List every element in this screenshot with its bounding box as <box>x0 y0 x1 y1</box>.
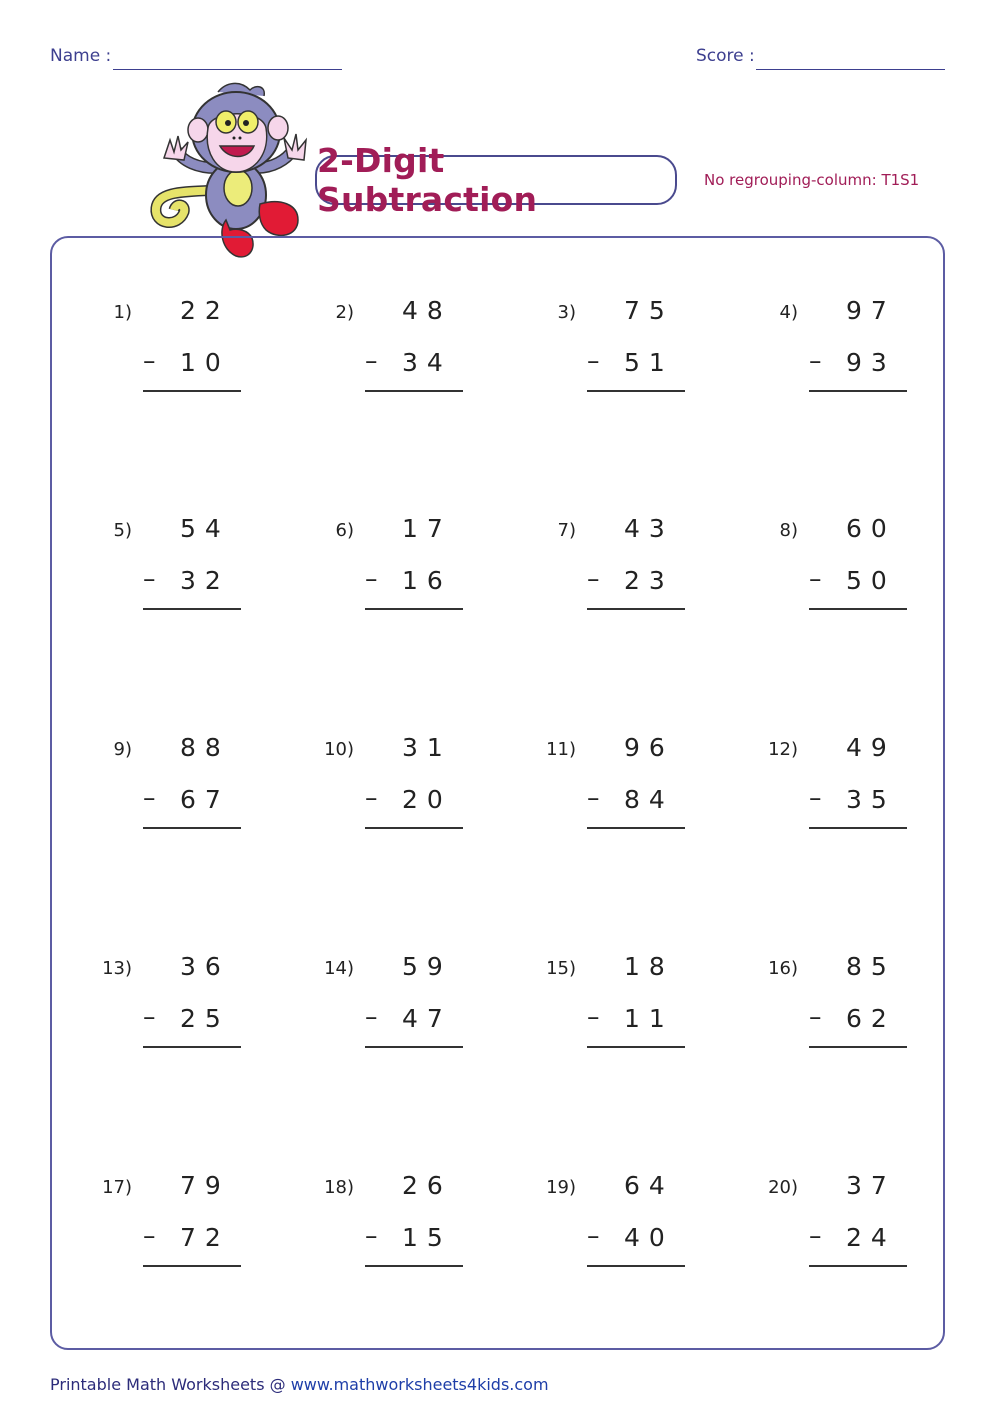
minuend: 43 <box>624 514 674 543</box>
problem-4 <box>746 290 906 390</box>
problem-1 <box>80 290 240 390</box>
minus-sign: – <box>587 1221 600 1250</box>
problem-number: 5) <box>113 520 132 541</box>
problem-13 <box>80 946 240 1046</box>
answer-line[interactable] <box>809 1265 907 1267</box>
problem-number: 19) <box>546 1177 576 1198</box>
answer-line[interactable] <box>365 1046 463 1048</box>
answer-line[interactable] <box>809 1046 907 1048</box>
answer-line[interactable] <box>365 827 463 829</box>
answer-line[interactable] <box>809 827 907 829</box>
answer-line[interactable] <box>143 608 241 610</box>
problem-14 <box>302 946 462 1046</box>
subtrahend: 40 <box>624 1223 674 1252</box>
problem-number: 11) <box>546 739 576 760</box>
minus-sign: – <box>143 783 156 812</box>
problem-number: 6) <box>335 520 354 541</box>
subtrahend: 72 <box>180 1223 230 1252</box>
problem-number: 12) <box>768 739 798 760</box>
minus-sign: – <box>809 564 822 593</box>
minus-sign: – <box>587 783 600 812</box>
answer-line[interactable] <box>809 608 907 610</box>
footer-link[interactable]: www.mathworksheets4kids.com <box>290 1375 549 1394</box>
subtrahend: 25 <box>180 1004 230 1033</box>
minuend: 49 <box>846 733 896 762</box>
problem-number: 4) <box>779 302 798 323</box>
subtrahend: 67 <box>180 785 230 814</box>
subtrahend: 47 <box>402 1004 452 1033</box>
minuend: 64 <box>624 1171 674 1200</box>
minus-sign: – <box>809 346 822 375</box>
minuend: 60 <box>846 514 896 543</box>
minuend: 36 <box>180 952 230 981</box>
minus-sign: – <box>143 1002 156 1031</box>
problem-18 <box>302 1165 462 1265</box>
minuend: 22 <box>180 296 230 325</box>
problem-6 <box>302 508 462 608</box>
minus-sign: – <box>143 346 156 375</box>
minuend: 96 <box>624 733 674 762</box>
worksheet-title: 2-Digit Subtraction <box>315 155 677 205</box>
problem-number: 3) <box>557 302 576 323</box>
subtrahend: 11 <box>624 1004 674 1033</box>
subtrahend: 20 <box>402 785 452 814</box>
subtrahend: 10 <box>180 348 230 377</box>
problem-number: 9) <box>113 739 132 760</box>
problem-number: 8) <box>779 520 798 541</box>
problem-5 <box>80 508 240 608</box>
problem-8 <box>746 508 906 608</box>
minuend: 79 <box>180 1171 230 1200</box>
minus-sign: – <box>809 783 822 812</box>
minus-sign: – <box>809 1221 822 1250</box>
problem-19 <box>524 1165 684 1265</box>
minus-sign: – <box>365 1221 378 1250</box>
subtrahend: 24 <box>846 1223 896 1252</box>
minuend: 17 <box>402 514 452 543</box>
subtrahend: 84 <box>624 785 674 814</box>
problem-number: 13) <box>102 958 132 979</box>
problem-number: 18) <box>324 1177 354 1198</box>
subtrahend: 23 <box>624 566 674 595</box>
problem-3 <box>524 290 684 390</box>
answer-line[interactable] <box>143 390 241 392</box>
problem-20 <box>746 1165 906 1265</box>
problem-number: 20) <box>768 1177 798 1198</box>
minus-sign: – <box>143 564 156 593</box>
answer-line[interactable] <box>143 827 241 829</box>
minus-sign: – <box>809 1002 822 1031</box>
minuend: 37 <box>846 1171 896 1200</box>
minuend: 18 <box>624 952 674 981</box>
subtrahend: 62 <box>846 1004 896 1033</box>
answer-line[interactable] <box>587 827 685 829</box>
answer-line[interactable] <box>587 608 685 610</box>
answer-line[interactable] <box>809 390 907 392</box>
answer-line[interactable] <box>365 608 463 610</box>
minuend: 26 <box>402 1171 452 1200</box>
score-field[interactable] <box>756 69 945 70</box>
subtrahend: 16 <box>402 566 452 595</box>
minus-sign: – <box>587 346 600 375</box>
name-label: Name : <box>50 46 112 66</box>
footer-text: Printable Math Worksheets @ <box>50 1375 291 1394</box>
problem-number: 14) <box>324 958 354 979</box>
answer-line[interactable] <box>365 1265 463 1267</box>
problem-number: 7) <box>557 520 576 541</box>
problem-9 <box>80 727 240 827</box>
minuend: 75 <box>624 296 674 325</box>
subtrahend: 50 <box>846 566 896 595</box>
minus-sign: – <box>365 1002 378 1031</box>
score-label: Score : <box>696 46 755 66</box>
problem-10 <box>302 727 462 827</box>
name-field[interactable] <box>113 69 342 70</box>
subtrahend: 34 <box>402 348 452 377</box>
problem-number: 15) <box>546 958 576 979</box>
answer-line[interactable] <box>587 1046 685 1048</box>
minuend: 31 <box>402 733 452 762</box>
footer <box>50 1375 549 1394</box>
problem-number: 16) <box>768 958 798 979</box>
answer-line[interactable] <box>143 1046 241 1048</box>
problem-12 <box>746 727 906 827</box>
minus-sign: – <box>365 346 378 375</box>
problem-17 <box>80 1165 240 1265</box>
problem-15 <box>524 946 684 1046</box>
answer-line[interactable] <box>587 390 685 392</box>
minus-sign: – <box>365 564 378 593</box>
problem-16 <box>746 946 906 1046</box>
answer-line[interactable] <box>587 1265 685 1267</box>
answer-line[interactable] <box>365 390 463 392</box>
minuend: 59 <box>402 952 452 981</box>
problem-2 <box>302 290 462 390</box>
minuend: 85 <box>846 952 896 981</box>
minuend: 48 <box>402 296 452 325</box>
subtrahend: 35 <box>846 785 896 814</box>
minus-sign: – <box>587 564 600 593</box>
subtrahend: 32 <box>180 566 230 595</box>
problem-7 <box>524 508 684 608</box>
subtrahend: 93 <box>846 348 896 377</box>
problem-number: 10) <box>324 739 354 760</box>
minus-sign: – <box>587 1002 600 1031</box>
problem-number: 2) <box>335 302 354 323</box>
answer-line[interactable] <box>143 1265 241 1267</box>
minus-sign: – <box>365 783 378 812</box>
minuend: 54 <box>180 514 230 543</box>
minuend: 97 <box>846 296 896 325</box>
problem-number: 1) <box>113 302 132 323</box>
worksheet-subtitle: No regrouping-column: T1S1 <box>704 171 920 189</box>
subtrahend: 15 <box>402 1223 452 1252</box>
minus-sign: – <box>143 1221 156 1250</box>
minuend: 88 <box>180 733 230 762</box>
subtrahend: 51 <box>624 348 674 377</box>
problem-11 <box>524 727 684 827</box>
problem-number: 17) <box>102 1177 132 1198</box>
